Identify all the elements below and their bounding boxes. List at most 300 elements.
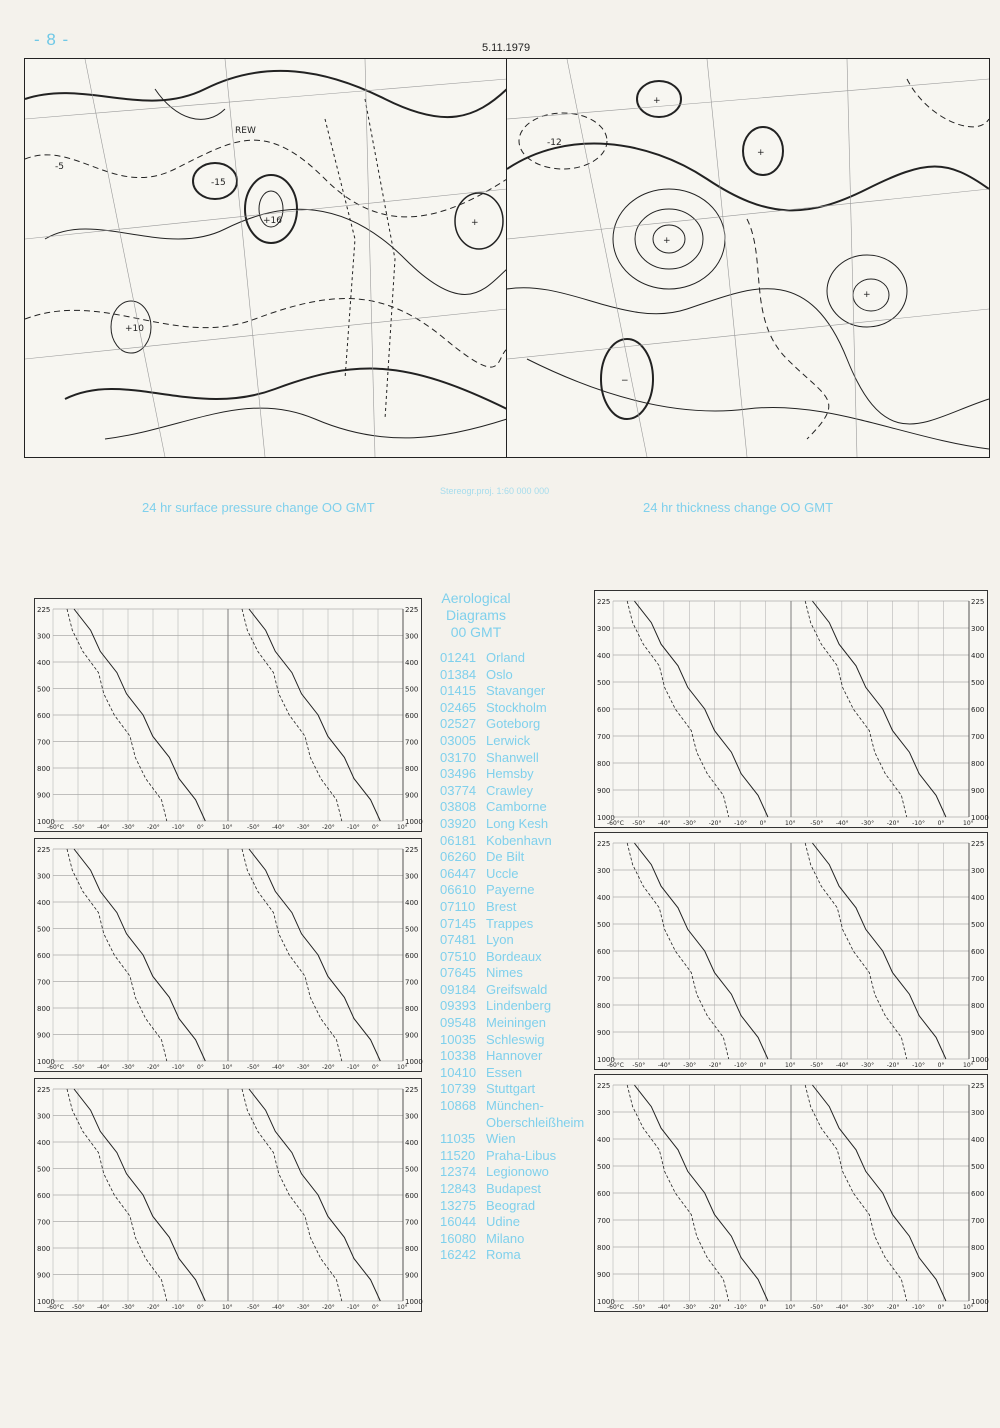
diagram-grid	[595, 1075, 987, 1311]
pressure-tick-label: 600	[405, 1192, 419, 1200]
station-code: 01415	[440, 683, 477, 699]
station-code: 03920	[440, 815, 477, 831]
pressure-tick-label: 400	[405, 899, 419, 907]
pressure-tick-label: 700	[971, 1217, 985, 1225]
pressure-tick-label: 600	[37, 952, 51, 960]
station-name: Stavanger	[486, 683, 546, 699]
station-code: 09548	[440, 1015, 477, 1031]
temp-tick-label: -30°	[683, 820, 697, 827]
temp-tick-label: -20°	[147, 1064, 160, 1071]
station-code: 11520	[440, 1147, 476, 1163]
station-name: Goteborg	[486, 716, 541, 732]
temp-tick-label: -30°	[861, 1304, 875, 1311]
temp-tick-label: -60°C	[47, 1064, 64, 1071]
station-name: Lyon	[486, 932, 514, 948]
pressure-tick-label: 225	[597, 840, 611, 848]
temp-tick-label: -20°	[708, 820, 722, 827]
aerological-diagram-right-3	[594, 1074, 988, 1312]
thickness-change-map	[506, 58, 990, 458]
pressure-tick-label: 500	[37, 925, 51, 934]
station-row	[440, 1231, 584, 1248]
pressure-tick-label: 225	[597, 1082, 611, 1090]
temp-tick-label: -50°	[247, 1304, 260, 1311]
station-code: 01241	[440, 650, 477, 665]
temp-tick-label: 0°	[759, 1062, 767, 1069]
pressure-map-drawing	[25, 59, 507, 457]
pressure-tick-label: 600	[971, 706, 985, 714]
station-code: 10739	[440, 1081, 477, 1097]
pressure-tick-label: 600	[597, 706, 611, 714]
station-row	[440, 998, 584, 1015]
pressure-tick-label: 900	[37, 1271, 51, 1280]
temp-tick-label: -30°	[122, 1304, 135, 1311]
temp-tick-label: 10°	[963, 1304, 974, 1311]
temp-tick-label: -30°	[297, 1064, 310, 1071]
temp-tick-label: -40°	[272, 1064, 285, 1071]
temp-tick-label: -50°	[72, 1064, 85, 1071]
temp-tick-label: -40°	[835, 820, 849, 827]
pressure-tick-label: 700	[597, 1217, 611, 1225]
station-name: Meiningen	[486, 1015, 546, 1031]
station-name: Long Kesh	[486, 815, 549, 831]
pressure-tick-label: 400	[971, 1136, 985, 1144]
temp-tick-label: -40°	[97, 824, 110, 831]
station-row	[440, 866, 584, 883]
station-code: 02527	[440, 716, 477, 732]
pressure-tick-label: 700	[405, 738, 419, 747]
pressure-tick-label: 800	[597, 1244, 611, 1252]
station-name: Trappes	[486, 915, 534, 931]
temp-tick-label: 10°	[397, 824, 408, 831]
aerological-title-line: 00 GMT	[450, 624, 502, 640]
pressure-tick-label: 800	[971, 760, 985, 768]
station-row	[440, 1214, 584, 1231]
station-row	[440, 1015, 584, 1032]
pressure-tick-label: 400	[37, 659, 51, 667]
pressure-tick-label: 300	[597, 1109, 611, 1117]
temp-tick-label: -30°	[297, 1304, 310, 1311]
temp-tick-label: -10°	[347, 824, 360, 831]
temp-tick-label: -40°	[657, 1304, 671, 1311]
pressure-tick-label: 500	[37, 1165, 51, 1174]
station-name: Stockholm	[486, 699, 547, 715]
svg-text:-12: -12	[547, 138, 562, 148]
pressure-tick-label: 600	[37, 1192, 51, 1200]
station-code: 03496	[440, 766, 477, 782]
pressure-tick-label: 500	[971, 1163, 985, 1171]
station-row	[440, 783, 584, 800]
station-row	[440, 1081, 584, 1098]
pressure-tick-label: 225	[405, 606, 419, 614]
pressure-tick-label: 900	[405, 1271, 419, 1280]
temp-tick-label: -10°	[734, 1304, 747, 1311]
pressure-tick-label: 600	[971, 948, 985, 956]
station-row	[440, 949, 584, 966]
temp-tick-label: -10°	[912, 1304, 925, 1311]
station-name: Camborne	[486, 799, 547, 815]
temp-tick-label: -30°	[861, 820, 875, 827]
station-row	[440, 733, 584, 750]
station-row	[440, 816, 584, 833]
diagram-grid	[35, 599, 421, 831]
station-name: München-	[486, 1098, 544, 1114]
station-row	[440, 683, 584, 700]
pressure-tick-label: 600	[971, 1190, 985, 1198]
aerological-diagram-left-3	[34, 1078, 422, 1312]
temp-tick-label: -20°	[886, 820, 900, 827]
station-code: 03170	[440, 749, 477, 765]
svg-text:+: +	[757, 148, 765, 158]
station-name: Oslo	[486, 666, 513, 682]
temp-tick-label: -10°	[912, 820, 925, 827]
pressure-tick-label: 400	[597, 894, 611, 902]
pressure-tick-label: 300	[405, 1112, 419, 1121]
svg-text:+: +	[863, 290, 871, 300]
pressure-tick-label: 225	[37, 1086, 51, 1094]
temp-tick-label: -50°	[632, 820, 646, 827]
pressure-tick-label: 400	[597, 1136, 611, 1144]
temp-tick-label: 10°	[222, 1064, 233, 1071]
map-scale-note: Stereogr.proj. 1:60 000 000	[440, 486, 550, 496]
station-code: 06181	[440, 832, 477, 848]
pressure-tick-label: 600	[597, 948, 611, 956]
pressure-tick-label: 300	[971, 1109, 985, 1117]
pressure-tick-label: 500	[971, 921, 985, 929]
station-code: 09184	[440, 981, 477, 997]
station-row	[440, 1131, 584, 1148]
pressure-tick-label: 1000	[405, 1058, 423, 1066]
pressure-tick-label: 800	[405, 765, 419, 773]
station-code: 03774	[440, 782, 477, 798]
pressure-tick-label: 300	[37, 1112, 51, 1121]
surface-pressure-change-map	[24, 58, 508, 458]
pressure-tick-label: 800	[405, 1245, 419, 1253]
station-row	[440, 667, 584, 684]
temp-tick-label: -50°	[247, 1064, 260, 1071]
temp-tick-label: 0°	[937, 820, 945, 827]
diagram-grid	[595, 833, 987, 1069]
pressure-tick-label: 1000	[37, 818, 55, 826]
pressure-tick-label: 225	[405, 1086, 419, 1094]
station-code: 16044	[440, 1214, 477, 1230]
pressure-tick-label: 300	[37, 632, 51, 641]
svg-text:-15: -15	[211, 178, 226, 188]
station-row	[440, 1065, 584, 1082]
station-code: 06447	[440, 865, 477, 881]
pressure-tick-label: 225	[37, 846, 51, 854]
svg-text:+10: +10	[125, 324, 144, 334]
station-code: 06610	[440, 882, 477, 898]
station-row	[440, 700, 584, 717]
temp-tick-label: -20°	[322, 824, 335, 831]
pressure-tick-label: 1000	[971, 1298, 989, 1306]
station-name: Shanwell	[486, 749, 539, 765]
pressure-tick-label: 225	[971, 840, 985, 848]
station-code: 02465	[440, 699, 477, 715]
pressure-tick-label: 900	[37, 791, 51, 800]
pressure-tick-label: 1000	[597, 1056, 615, 1064]
pressure-tick-label: 800	[37, 1005, 51, 1013]
svg-text:−: −	[621, 376, 629, 386]
pressure-tick-label: 600	[405, 712, 419, 720]
pressure-tick-label: 225	[597, 598, 611, 606]
pressure-tick-label: 700	[37, 978, 51, 987]
station-code: 03005	[440, 732, 477, 748]
station-code: 12843	[440, 1181, 477, 1196]
temp-tick-label: -10°	[172, 1064, 185, 1071]
station-code: 07645	[440, 965, 477, 981]
station-row	[440, 1148, 584, 1165]
temp-tick-label: 0°	[937, 1062, 945, 1069]
temp-tick-label: -20°	[886, 1062, 900, 1069]
temp-tick-label: -40°	[657, 1062, 671, 1069]
pressure-tick-label: 700	[405, 1218, 419, 1227]
pressure-tick-label: 300	[971, 867, 985, 875]
pressure-tick-label: 700	[597, 975, 611, 983]
temp-tick-label: 0°	[197, 1064, 204, 1071]
temp-tick-label: -20°	[708, 1062, 722, 1069]
temp-tick-label: 0°	[197, 824, 204, 831]
station-name: Essen	[486, 1064, 523, 1080]
station-name: Lerwick	[486, 732, 531, 748]
temp-tick-label: -40°	[97, 1064, 110, 1071]
temp-tick-label: 0°	[937, 1304, 945, 1311]
pressure-tick-label: 400	[597, 652, 611, 660]
station-code: 10035	[440, 1031, 477, 1047]
surface-pressure-caption: 24 hr surface pressure change OO GMT	[142, 500, 375, 515]
station-code: 07510	[440, 948, 477, 964]
temp-tick-label: 10°	[397, 1304, 408, 1311]
pressure-tick-label: 1000	[37, 1058, 55, 1066]
pressure-tick-label: 900	[971, 787, 985, 795]
station-row	[440, 982, 584, 999]
temp-tick-label: -50°	[810, 820, 824, 827]
pressure-tick-label: 225	[971, 598, 985, 606]
station-name: Stuttgart	[486, 1081, 536, 1097]
temp-tick-label: 10°	[222, 1304, 233, 1311]
station-code: 07145	[440, 915, 477, 931]
station-code: 10338	[440, 1048, 477, 1064]
pressure-tick-label: 600	[405, 952, 419, 960]
station-name: Budapest	[486, 1181, 541, 1196]
temp-tick-label: -10°	[912, 1062, 925, 1069]
station-code: 03808	[440, 799, 477, 815]
station-code: 16080	[440, 1230, 477, 1246]
station-name: Legionowo	[486, 1164, 549, 1180]
station-row	[440, 716, 584, 733]
pressure-tick-label: 700	[405, 978, 419, 987]
pressure-tick-label: 600	[37, 712, 51, 720]
thickness-map-drawing	[507, 59, 989, 457]
pressure-tick-label: 1000	[405, 818, 423, 826]
temp-tick-label: 10°	[397, 1064, 408, 1071]
pressure-tick-label: 1000	[971, 814, 989, 822]
pressure-tick-label: 900	[597, 787, 611, 795]
station-code: 10868	[440, 1098, 477, 1114]
station-name: Greifswald	[486, 981, 548, 997]
station-row	[440, 833, 584, 850]
temp-tick-label: -50°	[72, 1304, 85, 1311]
pressure-tick-label: 500	[597, 679, 611, 687]
aerological-diagram-left-1	[34, 598, 422, 832]
pressure-tick-label: 1000	[405, 1298, 423, 1306]
aerological-diagram-right-2	[594, 832, 988, 1070]
station-name: Brest	[486, 898, 517, 914]
temp-tick-label: -60°C	[47, 824, 64, 831]
pressure-tick-label: 300	[405, 872, 419, 881]
temp-tick-label: -40°	[97, 1304, 110, 1311]
station-row	[440, 899, 584, 916]
temp-tick-label: -40°	[657, 820, 671, 827]
station-name: Bordeaux	[486, 948, 542, 964]
pressure-tick-label: 500	[405, 685, 419, 694]
station-name: Kobenhavn	[486, 832, 552, 848]
temp-tick-label: -40°	[835, 1304, 849, 1311]
station-row	[440, 650, 584, 667]
page-number: - 8 -	[34, 30, 70, 49]
pressure-tick-label: 1000	[971, 1056, 989, 1064]
pressure-tick-label: 900	[405, 791, 419, 800]
temp-tick-label: -60°C	[47, 1304, 64, 1311]
station-name: Roma	[486, 1247, 521, 1263]
pressure-tick-label: 700	[37, 1218, 51, 1227]
station-name: Crawley	[486, 782, 533, 798]
station-code: 09393	[440, 998, 477, 1014]
station-name: Hemsby	[486, 766, 534, 782]
page-date: 5.11.1979	[482, 42, 531, 54]
temp-tick-label: 10°	[963, 1062, 974, 1069]
temp-tick-label: 10°	[785, 1062, 796, 1069]
pressure-tick-label: 400	[971, 652, 985, 660]
temp-tick-label: -60°C	[607, 820, 624, 827]
station-row	[440, 916, 584, 933]
svg-text:+: +	[653, 96, 661, 106]
temp-tick-label: -50°	[810, 1304, 824, 1311]
station-code: 07110	[440, 898, 476, 914]
pressure-tick-label: 900	[37, 1031, 51, 1040]
temp-tick-label: 0°	[759, 1304, 767, 1311]
station-code: 06260	[440, 849, 477, 865]
aerological-title	[438, 590, 514, 641]
station-row	[440, 1247, 584, 1264]
pressure-tick-label: 300	[971, 625, 985, 633]
station-row	[440, 766, 584, 783]
temp-tick-label: 0°	[197, 1304, 204, 1311]
pressure-tick-label: 700	[597, 733, 611, 741]
pressure-tick-label: 500	[597, 1163, 611, 1171]
svg-text:REW: REW	[235, 126, 256, 136]
temp-tick-label: -30°	[683, 1062, 697, 1069]
temp-tick-label: -20°	[886, 1304, 900, 1311]
temp-tick-label: -50°	[810, 1062, 824, 1069]
svg-text:-5: -5	[55, 162, 64, 172]
temp-tick-label: -20°	[322, 1304, 335, 1311]
station-row	[440, 1164, 584, 1181]
pressure-tick-label: 800	[37, 1245, 51, 1253]
station-row	[440, 1098, 584, 1115]
temp-tick-label: -20°	[147, 824, 160, 831]
temp-tick-label: -10°	[347, 1304, 360, 1311]
pressure-tick-label: 800	[971, 1002, 985, 1010]
station-name: Uccle	[486, 865, 519, 881]
temp-tick-label: 10°	[963, 820, 974, 827]
station-row	[440, 965, 584, 982]
pressure-tick-label: 400	[405, 1139, 419, 1147]
temp-tick-label: 10°	[785, 1304, 796, 1311]
pressure-tick-label: 225	[37, 606, 51, 614]
station-name: Milano	[486, 1230, 525, 1246]
pressure-tick-label: 600	[597, 1190, 611, 1198]
pressure-tick-label: 800	[37, 765, 51, 773]
pressure-tick-label: 1000	[597, 1298, 615, 1306]
temp-tick-label: 0°	[372, 824, 379, 831]
temp-tick-label: -50°	[72, 824, 85, 831]
station-code: 11035	[440, 1131, 476, 1147]
temp-tick-label: -40°	[835, 1062, 849, 1069]
temp-tick-label: -50°	[632, 1304, 646, 1311]
pressure-tick-label: 700	[971, 733, 985, 741]
pressure-tick-label: 900	[405, 1031, 419, 1040]
pressure-tick-label: 300	[597, 625, 611, 633]
temp-tick-label: -10°	[347, 1064, 360, 1071]
temp-tick-label: -30°	[861, 1062, 875, 1069]
station-code: 07481	[440, 932, 477, 948]
temp-tick-label: -20°	[708, 1304, 722, 1311]
station-name: Praha-Libus	[486, 1147, 557, 1163]
station-name: Orland	[486, 650, 526, 665]
station-name: Wien	[486, 1131, 516, 1147]
station-code: 13275	[440, 1197, 477, 1213]
station-row	[440, 1115, 584, 1132]
temp-tick-label: -50°	[632, 1062, 646, 1069]
temp-tick-label: -30°	[297, 824, 310, 831]
temp-tick-label: -20°	[322, 1064, 335, 1071]
pressure-tick-label: 700	[37, 738, 51, 747]
temp-tick-label: 10°	[222, 824, 233, 831]
pressure-tick-label: 225	[971, 1082, 985, 1090]
temp-tick-label: 0°	[372, 1064, 379, 1071]
temp-tick-label: 0°	[759, 820, 767, 827]
station-name: Payerne	[486, 882, 535, 898]
pressure-tick-label: 500	[405, 1165, 419, 1174]
temp-tick-label: -20°	[147, 1304, 160, 1311]
pressure-tick-label: 400	[37, 899, 51, 907]
pressure-tick-label: 300	[597, 867, 611, 875]
station-row	[440, 750, 584, 767]
aerological-diagram-right-1	[594, 590, 988, 828]
station-row	[440, 1032, 584, 1049]
station-name: Beograd	[486, 1197, 536, 1213]
pressure-tick-label: 900	[971, 1029, 985, 1037]
station-code: 10410	[440, 1064, 477, 1080]
station-name: Lindenberg	[486, 998, 552, 1014]
temp-tick-label: 0°	[372, 1304, 379, 1311]
station-row	[440, 799, 584, 816]
station-row	[440, 932, 584, 949]
station-code: 16242	[440, 1247, 477, 1263]
aerological-diagram-left-2	[34, 838, 422, 1072]
station-name: Nimes	[486, 965, 523, 981]
station-row	[440, 1198, 584, 1215]
station-code: 12374	[440, 1164, 477, 1180]
station-row	[440, 882, 584, 899]
station-name: Schleswig	[486, 1031, 545, 1047]
temp-tick-label: -60°C	[607, 1304, 624, 1311]
thickness-caption: 24 hr thickness change OO GMT	[643, 500, 834, 515]
pressure-tick-label: 900	[597, 1029, 611, 1037]
temp-tick-label: -60°C	[607, 1062, 624, 1069]
station-name: De Bilt	[486, 849, 525, 865]
